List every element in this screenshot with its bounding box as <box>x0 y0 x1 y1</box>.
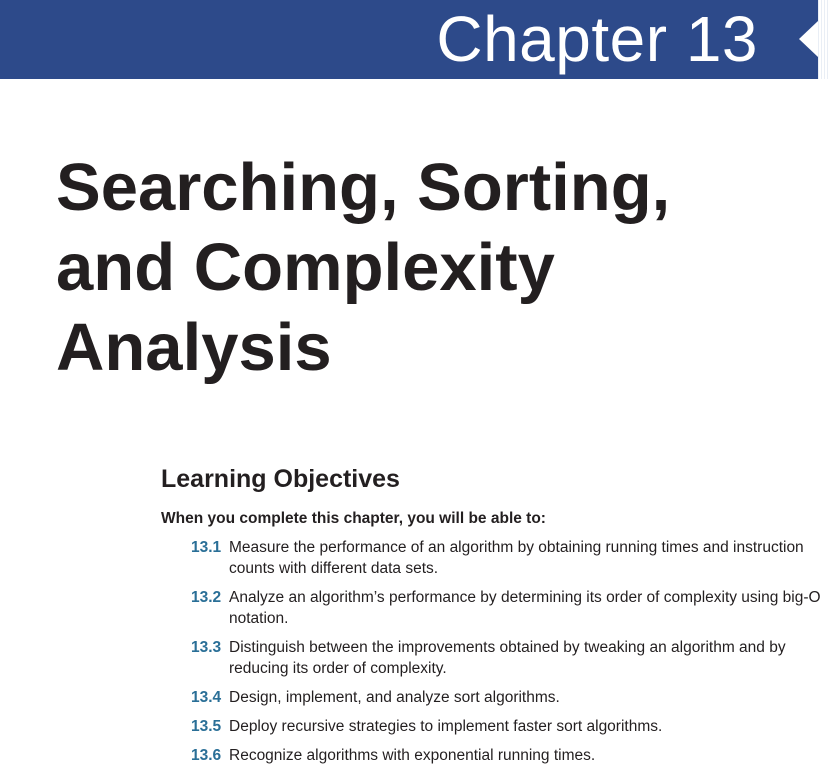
chapter-label: Chapter 13 <box>436 3 758 75</box>
objective-number: 13.4 <box>191 689 222 706</box>
objective-text: Analyze an algorithm’s performance by determining its order of complexity using big-O notation. <box>229 589 821 627</box>
learning-objectives-intro: When you complete this chapter, you will be able to: <box>161 510 546 527</box>
tab-arrow-icon <box>799 21 818 57</box>
objective-item <box>191 687 821 708</box>
objective-item <box>191 537 821 579</box>
objective-number: 13.5 <box>191 718 222 735</box>
objective-text: Recognize algorithms with exponential running times. <box>229 747 596 764</box>
objective-number: 13.2 <box>191 589 222 606</box>
objective-number: 13.6 <box>191 747 222 764</box>
chapter-title <box>56 148 816 388</box>
learning-objectives-heading: Learning Objectives <box>161 465 400 493</box>
page-edge-decoration <box>818 0 830 79</box>
objective-text: Distinguish between the improvements obtained by tweaking an algorithm and by reducing its order of complexity. <box>229 639 786 677</box>
chapter-title-line: Searching, Sorting, <box>56 150 671 225</box>
objective-number: 13.1 <box>191 539 222 556</box>
objective-item <box>191 637 821 679</box>
objective-number: 13.3 <box>191 639 222 656</box>
chapter-banner <box>0 0 818 79</box>
chapter-title-line: Analysis <box>56 310 332 385</box>
objective-text: Measure the performance of an algorithm by obtaining running times and instruction counts with different data sets. <box>229 539 804 577</box>
objective-item <box>191 587 821 629</box>
learning-objectives-list <box>191 537 821 774</box>
chapter-title-line: and Complexity <box>56 230 555 305</box>
objective-item <box>191 745 821 766</box>
objective-item <box>191 716 821 737</box>
objective-text: Design, implement, and analyze sort algorithms. <box>229 689 560 706</box>
objective-text: Deploy recursive strategies to implement faster sort algorithms. <box>229 718 663 735</box>
